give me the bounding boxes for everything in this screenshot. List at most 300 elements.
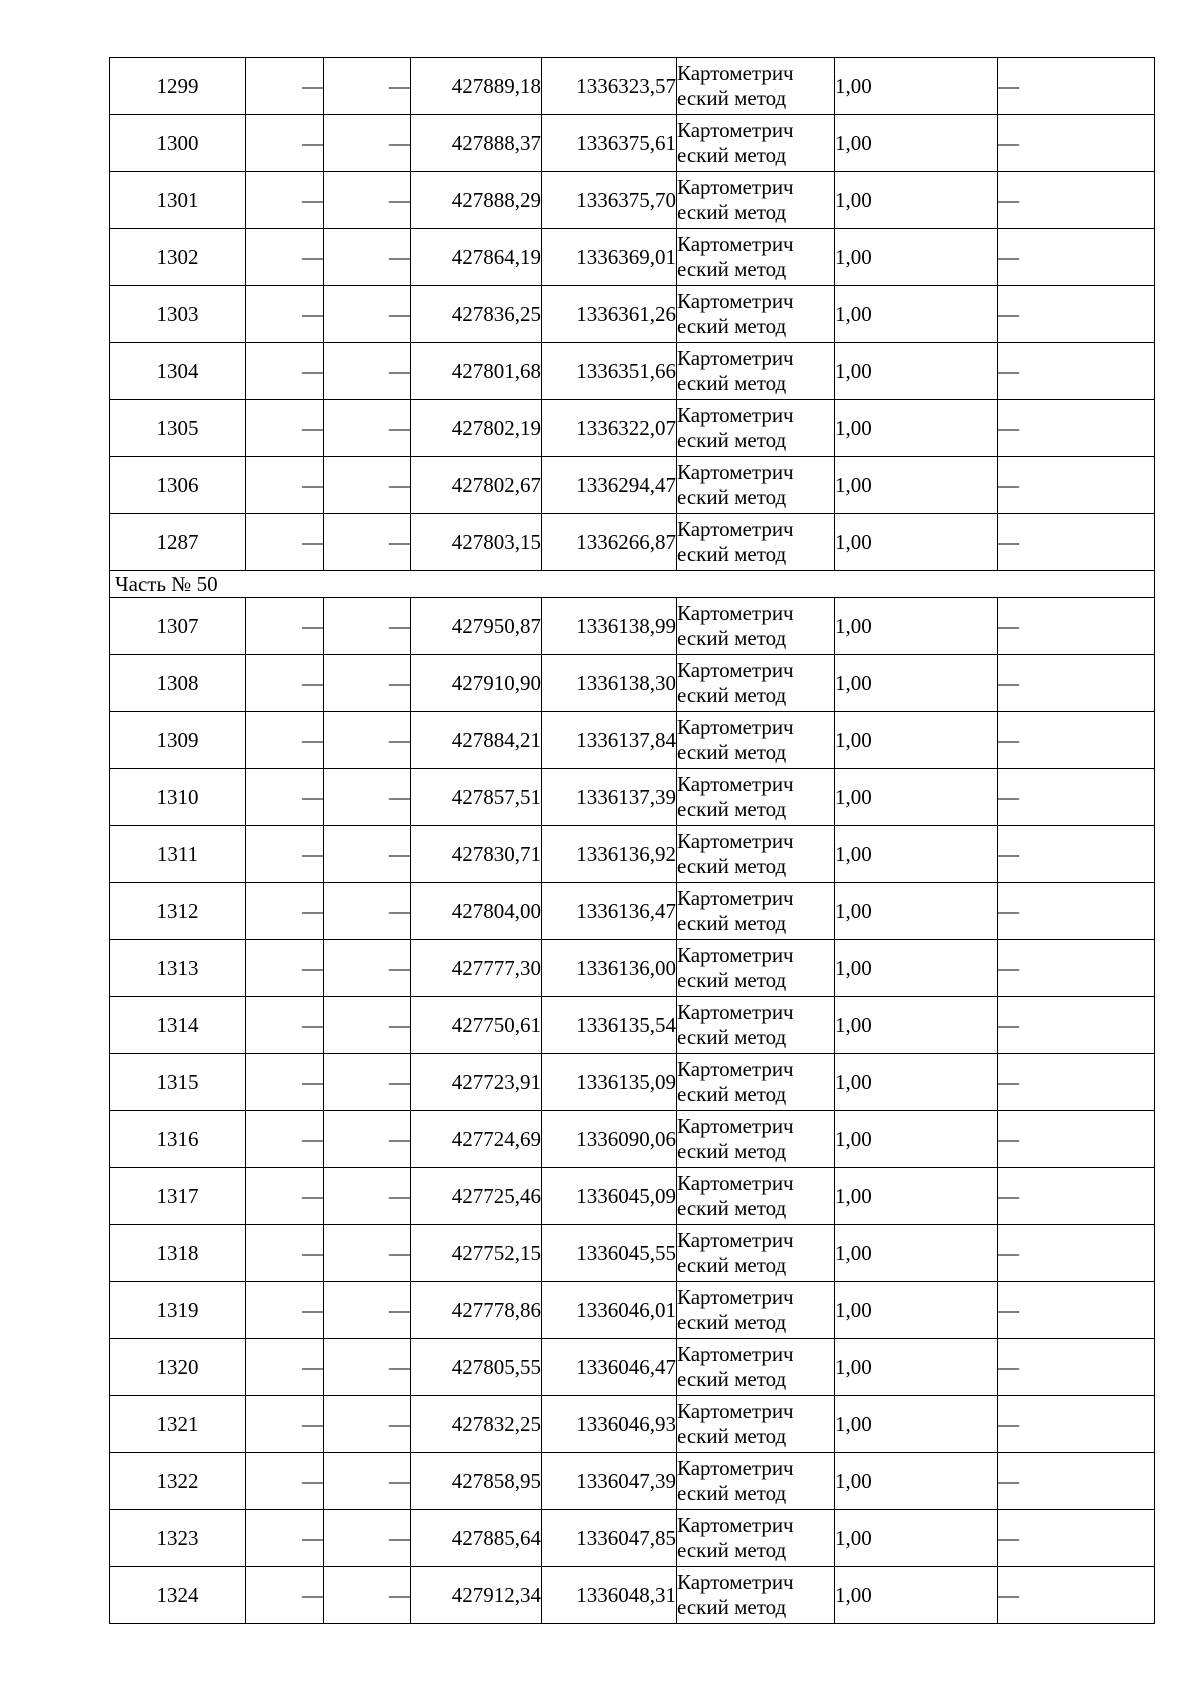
dash-cell: —: [324, 1453, 411, 1510]
accuracy-cell: 1,00: [835, 514, 998, 571]
method-line-1: Картометрич: [677, 886, 794, 910]
y-coordinate: 1336136,00: [542, 940, 677, 997]
method-line-2: еский метод: [677, 797, 787, 821]
point-number: 1322: [110, 1453, 246, 1510]
dash-cell: —: [998, 286, 1155, 343]
dash-cell: —: [324, 1567, 411, 1624]
x-coordinate: 427910,90: [411, 655, 542, 712]
y-coordinate: 1336046,01: [542, 1282, 677, 1339]
point-number: 1324: [110, 1567, 246, 1624]
method-cell: [677, 598, 835, 655]
dash-cell: —: [998, 115, 1155, 172]
point-number: 1310: [110, 769, 246, 826]
accuracy-cell: 1,00: [835, 1282, 998, 1339]
method-cell: [677, 883, 835, 940]
dash-cell: —: [998, 343, 1155, 400]
y-coordinate: 1336047,39: [542, 1453, 677, 1510]
method-line-1: Картометрич: [677, 1114, 794, 1138]
point-number: 1306: [110, 457, 246, 514]
point-number: 1319: [110, 1282, 246, 1339]
method-line-2: еский метод: [677, 257, 787, 281]
part-label: Часть № 50: [110, 571, 1155, 598]
method-line-1: Картометрич: [677, 1228, 794, 1252]
accuracy-cell: 1,00: [835, 655, 998, 712]
table-row: [110, 598, 1155, 655]
method-line-1: Картометрич: [677, 346, 794, 370]
method-line-1: Картометрич: [677, 1000, 794, 1024]
table-row: [110, 1111, 1155, 1168]
y-coordinate: 1336136,47: [542, 883, 677, 940]
dash-cell: —: [246, 826, 324, 883]
method-line-1: Картометрич: [677, 1342, 794, 1366]
method-line-2: еский метод: [677, 1082, 787, 1106]
method-line-1: Картометрич: [677, 658, 794, 682]
dash-cell: —: [324, 1510, 411, 1567]
point-number: 1321: [110, 1396, 246, 1453]
dash-cell: —: [246, 1510, 324, 1567]
x-coordinate: 427884,21: [411, 712, 542, 769]
table-row: [110, 1510, 1155, 1567]
dash-cell: —: [246, 229, 324, 286]
method-cell: [677, 1282, 835, 1339]
table-row: [110, 1168, 1155, 1225]
method-cell: [677, 655, 835, 712]
point-number: 1308: [110, 655, 246, 712]
method-cell: [677, 940, 835, 997]
dash-cell: —: [324, 1396, 411, 1453]
x-coordinate: 427864,19: [411, 229, 542, 286]
y-coordinate: 1336361,26: [542, 286, 677, 343]
table-row: [110, 1054, 1155, 1111]
dash-cell: —: [324, 343, 411, 400]
y-coordinate: 1336137,39: [542, 769, 677, 826]
dash-cell: —: [324, 940, 411, 997]
dash-cell: —: [998, 997, 1155, 1054]
x-coordinate: 427801,68: [411, 343, 542, 400]
y-coordinate: 1336138,99: [542, 598, 677, 655]
dash-cell: —: [324, 1111, 411, 1168]
method-line-1: Картометрич: [677, 1570, 794, 1594]
x-coordinate: 427723,91: [411, 1054, 542, 1111]
point-number: 1287: [110, 514, 246, 571]
accuracy-cell: 1,00: [835, 1339, 998, 1396]
x-coordinate: 427857,51: [411, 769, 542, 826]
x-coordinate: 427888,29: [411, 172, 542, 229]
method-line-2: еский метод: [677, 1595, 787, 1619]
accuracy-cell: 1,00: [835, 940, 998, 997]
dash-cell: —: [324, 655, 411, 712]
dash-cell: —: [324, 1054, 411, 1111]
dash-cell: —: [324, 58, 411, 115]
method-line-1: Картометрич: [677, 61, 794, 85]
point-number: 1318: [110, 1225, 246, 1282]
dash-cell: —: [998, 826, 1155, 883]
method-line-1: Картометрич: [677, 289, 794, 313]
dash-cell: —: [998, 883, 1155, 940]
dash-cell: —: [324, 883, 411, 940]
y-coordinate: 1336294,47: [542, 457, 677, 514]
method-line-2: еский метод: [677, 1025, 787, 1049]
method-cell: [677, 58, 835, 115]
dash-cell: —: [998, 172, 1155, 229]
table-row: [110, 1339, 1155, 1396]
method-cell: [677, 769, 835, 826]
dash-cell: —: [998, 1168, 1155, 1225]
method-line-2: еский метод: [677, 86, 787, 110]
point-number: 1304: [110, 343, 246, 400]
dash-cell: —: [246, 1567, 324, 1624]
method-line-2: еский метод: [677, 740, 787, 764]
method-cell: [677, 1510, 835, 1567]
point-number: 1301: [110, 172, 246, 229]
y-coordinate: 1336045,55: [542, 1225, 677, 1282]
point-number: 1299: [110, 58, 246, 115]
dash-cell: —: [246, 997, 324, 1054]
table-row: [110, 712, 1155, 769]
dash-cell: —: [998, 514, 1155, 571]
dash-cell: —: [246, 769, 324, 826]
y-coordinate: 1336137,84: [542, 712, 677, 769]
table-row: [110, 826, 1155, 883]
y-coordinate: 1336135,54: [542, 997, 677, 1054]
y-coordinate: 1336375,70: [542, 172, 677, 229]
y-coordinate: 1336322,07: [542, 400, 677, 457]
method-cell: [677, 286, 835, 343]
accuracy-cell: 1,00: [835, 172, 998, 229]
table-body-before: [110, 58, 1155, 571]
dash-cell: —: [246, 514, 324, 571]
y-coordinate: 1336046,93: [542, 1396, 677, 1453]
point-number: 1320: [110, 1339, 246, 1396]
method-line-2: еский метод: [677, 1253, 787, 1277]
method-line-1: Картометрич: [677, 772, 794, 796]
table-body-after: [110, 598, 1155, 1624]
dash-cell: —: [324, 598, 411, 655]
x-coordinate: 427725,46: [411, 1168, 542, 1225]
x-coordinate: 427836,25: [411, 286, 542, 343]
x-coordinate: 427750,61: [411, 997, 542, 1054]
table-row: [110, 400, 1155, 457]
dash-cell: —: [246, 1396, 324, 1453]
part-section: [110, 571, 1155, 598]
dash-cell: —: [324, 457, 411, 514]
dash-cell: —: [998, 712, 1155, 769]
point-number: 1323: [110, 1510, 246, 1567]
dash-cell: —: [246, 172, 324, 229]
method-line-2: еский метод: [677, 626, 787, 650]
y-coordinate: 1336375,61: [542, 115, 677, 172]
y-coordinate: 1336323,57: [542, 58, 677, 115]
method-line-2: еский метод: [677, 683, 787, 707]
accuracy-cell: 1,00: [835, 58, 998, 115]
dash-cell: —: [998, 769, 1155, 826]
accuracy-cell: 1,00: [835, 712, 998, 769]
method-line-1: Картометрич: [677, 1285, 794, 1309]
y-coordinate: 1336045,09: [542, 1168, 677, 1225]
method-line-2: еский метод: [677, 1538, 787, 1562]
dash-cell: —: [324, 286, 411, 343]
dash-cell: —: [998, 1339, 1155, 1396]
x-coordinate: 427804,00: [411, 883, 542, 940]
method-line-1: Картометрич: [677, 601, 794, 625]
accuracy-cell: 1,00: [835, 1111, 998, 1168]
method-line-2: еский метод: [677, 1424, 787, 1448]
method-cell: [677, 1168, 835, 1225]
method-line-1: Картометрич: [677, 118, 794, 142]
method-cell: [677, 1453, 835, 1510]
point-number: 1307: [110, 598, 246, 655]
accuracy-cell: 1,00: [835, 997, 998, 1054]
point-number: 1300: [110, 115, 246, 172]
method-line-1: Картометрич: [677, 829, 794, 853]
dash-cell: —: [998, 1282, 1155, 1339]
accuracy-cell: 1,00: [835, 229, 998, 286]
method-line-1: Картометрич: [677, 175, 794, 199]
table-row: [110, 457, 1155, 514]
method-line-2: еский метод: [677, 314, 787, 338]
x-coordinate: 427752,15: [411, 1225, 542, 1282]
method-cell: [677, 115, 835, 172]
dash-cell: —: [324, 826, 411, 883]
dash-cell: —: [246, 343, 324, 400]
method-cell: [677, 1339, 835, 1396]
dash-cell: —: [324, 514, 411, 571]
dash-cell: —: [324, 400, 411, 457]
dash-cell: —: [998, 1111, 1155, 1168]
method-cell: [677, 514, 835, 571]
table-row: [110, 115, 1155, 172]
dash-cell: —: [324, 115, 411, 172]
point-number: 1311: [110, 826, 246, 883]
point-number: 1314: [110, 997, 246, 1054]
method-cell: [677, 826, 835, 883]
table-row: [110, 343, 1155, 400]
method-line-2: еский метод: [677, 911, 787, 935]
dash-cell: —: [324, 1339, 411, 1396]
method-line-1: Картометрич: [677, 232, 794, 256]
method-line-2: еский метод: [677, 143, 787, 167]
table-row: [110, 1225, 1155, 1282]
point-number: 1309: [110, 712, 246, 769]
method-line-1: Картометрич: [677, 1057, 794, 1081]
dash-cell: —: [246, 400, 324, 457]
method-line-2: еский метод: [677, 371, 787, 395]
dash-cell: —: [998, 940, 1155, 997]
y-coordinate: 1336135,09: [542, 1054, 677, 1111]
table-row: [110, 1453, 1155, 1510]
dash-cell: —: [246, 457, 324, 514]
dash-cell: —: [246, 1054, 324, 1111]
dash-cell: —: [246, 655, 324, 712]
method-cell: [677, 1396, 835, 1453]
dash-cell: —: [324, 1225, 411, 1282]
dash-cell: —: [246, 712, 324, 769]
y-coordinate: 1336369,01: [542, 229, 677, 286]
accuracy-cell: 1,00: [835, 883, 998, 940]
method-cell: [677, 457, 835, 514]
accuracy-cell: 1,00: [835, 1054, 998, 1111]
x-coordinate: 427858,95: [411, 1453, 542, 1510]
point-number: 1315: [110, 1054, 246, 1111]
x-coordinate: 427830,71: [411, 826, 542, 883]
dash-cell: —: [324, 172, 411, 229]
method-line-1: Картометрич: [677, 943, 794, 967]
dash-cell: —: [998, 457, 1155, 514]
dash-cell: —: [246, 1168, 324, 1225]
point-number: 1305: [110, 400, 246, 457]
method-cell: [677, 343, 835, 400]
x-coordinate: 427777,30: [411, 940, 542, 997]
y-coordinate: 1336136,92: [542, 826, 677, 883]
point-number: 1303: [110, 286, 246, 343]
table-row: [110, 655, 1155, 712]
method-cell: [677, 1111, 835, 1168]
x-coordinate: 427805,55: [411, 1339, 542, 1396]
method-cell: [677, 400, 835, 457]
accuracy-cell: 1,00: [835, 1168, 998, 1225]
y-coordinate: 1336351,66: [542, 343, 677, 400]
method-line-2: еский метод: [677, 1139, 787, 1163]
point-number: 1316: [110, 1111, 246, 1168]
dash-cell: —: [324, 229, 411, 286]
dash-cell: —: [324, 712, 411, 769]
accuracy-cell: 1,00: [835, 400, 998, 457]
dash-cell: —: [998, 400, 1155, 457]
dash-cell: —: [998, 1054, 1155, 1111]
dash-cell: —: [998, 1453, 1155, 1510]
table-row: [110, 1396, 1155, 1453]
part-header-row: [110, 571, 1155, 598]
x-coordinate: 427888,37: [411, 115, 542, 172]
method-cell: [677, 997, 835, 1054]
table-row: [110, 1567, 1155, 1624]
method-line-2: еский метод: [677, 1310, 787, 1334]
accuracy-cell: 1,00: [835, 115, 998, 172]
dash-cell: —: [246, 940, 324, 997]
table-row: [110, 1282, 1155, 1339]
accuracy-cell: 1,00: [835, 1567, 998, 1624]
x-coordinate: 427950,87: [411, 598, 542, 655]
dash-cell: —: [998, 1225, 1155, 1282]
accuracy-cell: 1,00: [835, 1510, 998, 1567]
dash-cell: —: [324, 997, 411, 1054]
method-cell: [677, 1225, 835, 1282]
method-cell: [677, 172, 835, 229]
method-line-1: Картометрич: [677, 1399, 794, 1423]
method-line-2: еский метод: [677, 1481, 787, 1505]
x-coordinate: 427778,86: [411, 1282, 542, 1339]
method-line-1: Картометрич: [677, 1456, 794, 1480]
dash-cell: —: [246, 1282, 324, 1339]
method-line-1: Картометрич: [677, 715, 794, 739]
x-coordinate: 427803,15: [411, 514, 542, 571]
method-line-1: Картометрич: [677, 1513, 794, 1537]
dash-cell: —: [246, 1225, 324, 1282]
point-number: 1312: [110, 883, 246, 940]
table-row: [110, 286, 1155, 343]
y-coordinate: 1336047,85: [542, 1510, 677, 1567]
method-cell: [677, 229, 835, 286]
x-coordinate: 427912,34: [411, 1567, 542, 1624]
x-coordinate: 427832,25: [411, 1396, 542, 1453]
method-line-2: еский метод: [677, 485, 787, 509]
dash-cell: —: [246, 1111, 324, 1168]
method-cell: [677, 1567, 835, 1624]
table-row: [110, 58, 1155, 115]
dash-cell: —: [998, 655, 1155, 712]
dash-cell: —: [998, 598, 1155, 655]
point-number: 1317: [110, 1168, 246, 1225]
method-line-1: Картометрич: [677, 403, 794, 427]
method-line-2: еский метод: [677, 542, 787, 566]
table-row: [110, 229, 1155, 286]
x-coordinate: 427889,18: [411, 58, 542, 115]
x-coordinate: 427802,67: [411, 457, 542, 514]
method-cell: [677, 712, 835, 769]
method-line-1: Картометрич: [677, 1171, 794, 1195]
method-line-2: еский метод: [677, 428, 787, 452]
dash-cell: —: [324, 1282, 411, 1339]
dash-cell: —: [246, 115, 324, 172]
x-coordinate: 427885,64: [411, 1510, 542, 1567]
dash-cell: —: [246, 58, 324, 115]
accuracy-cell: 1,00: [835, 769, 998, 826]
y-coordinate: 1336090,06: [542, 1111, 677, 1168]
accuracy-cell: 1,00: [835, 1396, 998, 1453]
method-line-2: еский метод: [677, 968, 787, 992]
method-line-2: еский метод: [677, 854, 787, 878]
table-row: [110, 940, 1155, 997]
point-number: 1302: [110, 229, 246, 286]
dash-cell: —: [998, 58, 1155, 115]
dash-cell: —: [998, 229, 1155, 286]
dash-cell: —: [246, 883, 324, 940]
method-cell: [677, 1054, 835, 1111]
method-line-1: Картометрич: [677, 460, 794, 484]
y-coordinate: 1336048,31: [542, 1567, 677, 1624]
accuracy-cell: 1,00: [835, 1453, 998, 1510]
method-line-1: Картометрич: [677, 517, 794, 541]
dash-cell: —: [246, 598, 324, 655]
x-coordinate: 427724,69: [411, 1111, 542, 1168]
table-row: [110, 883, 1155, 940]
dash-cell: —: [246, 1453, 324, 1510]
accuracy-cell: 1,00: [835, 343, 998, 400]
y-coordinate: 1336138,30: [542, 655, 677, 712]
dash-cell: —: [324, 769, 411, 826]
dash-cell: —: [998, 1567, 1155, 1624]
method-line-2: еский метод: [677, 1367, 787, 1391]
coordinates-table: [109, 57, 1155, 1624]
dash-cell: —: [246, 1339, 324, 1396]
accuracy-cell: 1,00: [835, 286, 998, 343]
dash-cell: —: [998, 1510, 1155, 1567]
accuracy-cell: 1,00: [835, 457, 998, 514]
table-row: [110, 514, 1155, 571]
table-row: [110, 997, 1155, 1054]
method-line-2: еский метод: [677, 1196, 787, 1220]
table-row: [110, 769, 1155, 826]
dash-cell: —: [998, 1396, 1155, 1453]
point-number: 1313: [110, 940, 246, 997]
accuracy-cell: 1,00: [835, 598, 998, 655]
accuracy-cell: 1,00: [835, 826, 998, 883]
dash-cell: —: [324, 1168, 411, 1225]
x-coordinate: 427802,19: [411, 400, 542, 457]
table-row: [110, 172, 1155, 229]
y-coordinate: 1336046,47: [542, 1339, 677, 1396]
accuracy-cell: 1,00: [835, 1225, 998, 1282]
